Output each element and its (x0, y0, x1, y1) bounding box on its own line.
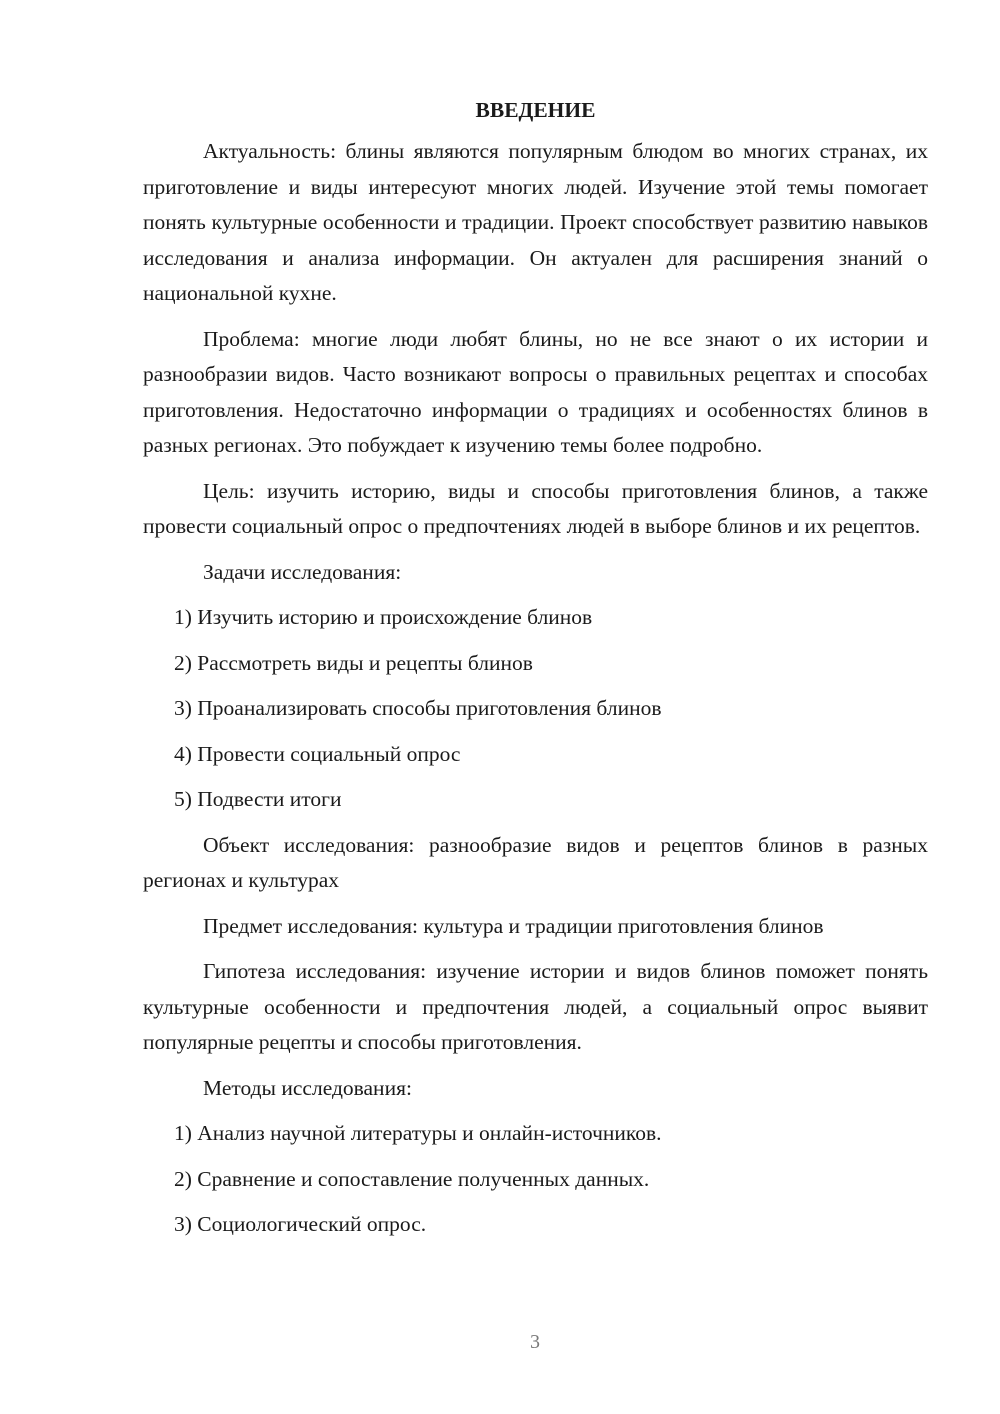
method-item: 3) Социологический опрос. (174, 1212, 427, 1236)
problem-paragraph: Проблема: многие люди любят блины, но не все знают о их истории и разнообразии видов. Часто возникают вопросы о правильных рецептах и способах приготовления. Недостаточно информации о традициях и особенностях блинов в разных регионах. Это побуждает к изучению темы более подробно. (143, 326, 928, 457)
task-item: 4) Провести социальный опрос (174, 741, 461, 766)
method-item: 1) Анализ научной литературы и онлайн-источников. (174, 1121, 662, 1145)
task-item: 1) Изучить историю и происхождение блинов (174, 605, 593, 629)
page-content (143, 96, 928, 1253)
methods-title: Методы исследования: (203, 1075, 412, 1100)
method-item: 2) Сравнение и сопоставление полученных данных. (174, 1166, 650, 1191)
section-heading: ВВЕДЕНИЕ (475, 98, 596, 122)
task-item: 5) Подвести итоги (174, 787, 342, 811)
hypothesis-paragraph: Гипотеза исследования: изучение истории и видов блинов поможет понять культурные особенности и предпочтения людей, а социальный опрос выявит популярные рецепты и способы приготовления. (143, 959, 928, 1054)
subject-paragraph: Предмет исследования: культура и традиции приготовления блинов (203, 913, 824, 938)
object-paragraph: Объект исследования: разнообразие видов и рецептов блинов в разных регионах и культурах (143, 832, 928, 892)
task-item: 3) Проанализировать способы приготовления блинов (174, 696, 662, 720)
task-item: 2) Рассмотреть виды и рецепты блинов (174, 650, 533, 675)
goal-paragraph: Цель: изучить историю, виды и способы приготовления блинов, а также провести социальный опрос о предпочтениях людей в выборе блинов и их рецептов. (143, 478, 928, 538)
relevance-paragraph: Актуальность: блины являются популярным блюдом во многих странах, их приготовление и виды интересуют многих людей. Изучение этой темы помогает понять культурные особенности и традиции. Проект способствует развитию навыков исследования и анализа информации. Он актуален для расширения знаний о национальной кухне. (143, 139, 928, 305)
page-number: 3 (530, 1331, 540, 1353)
tasks-title: Задачи исследования: (203, 559, 402, 584)
